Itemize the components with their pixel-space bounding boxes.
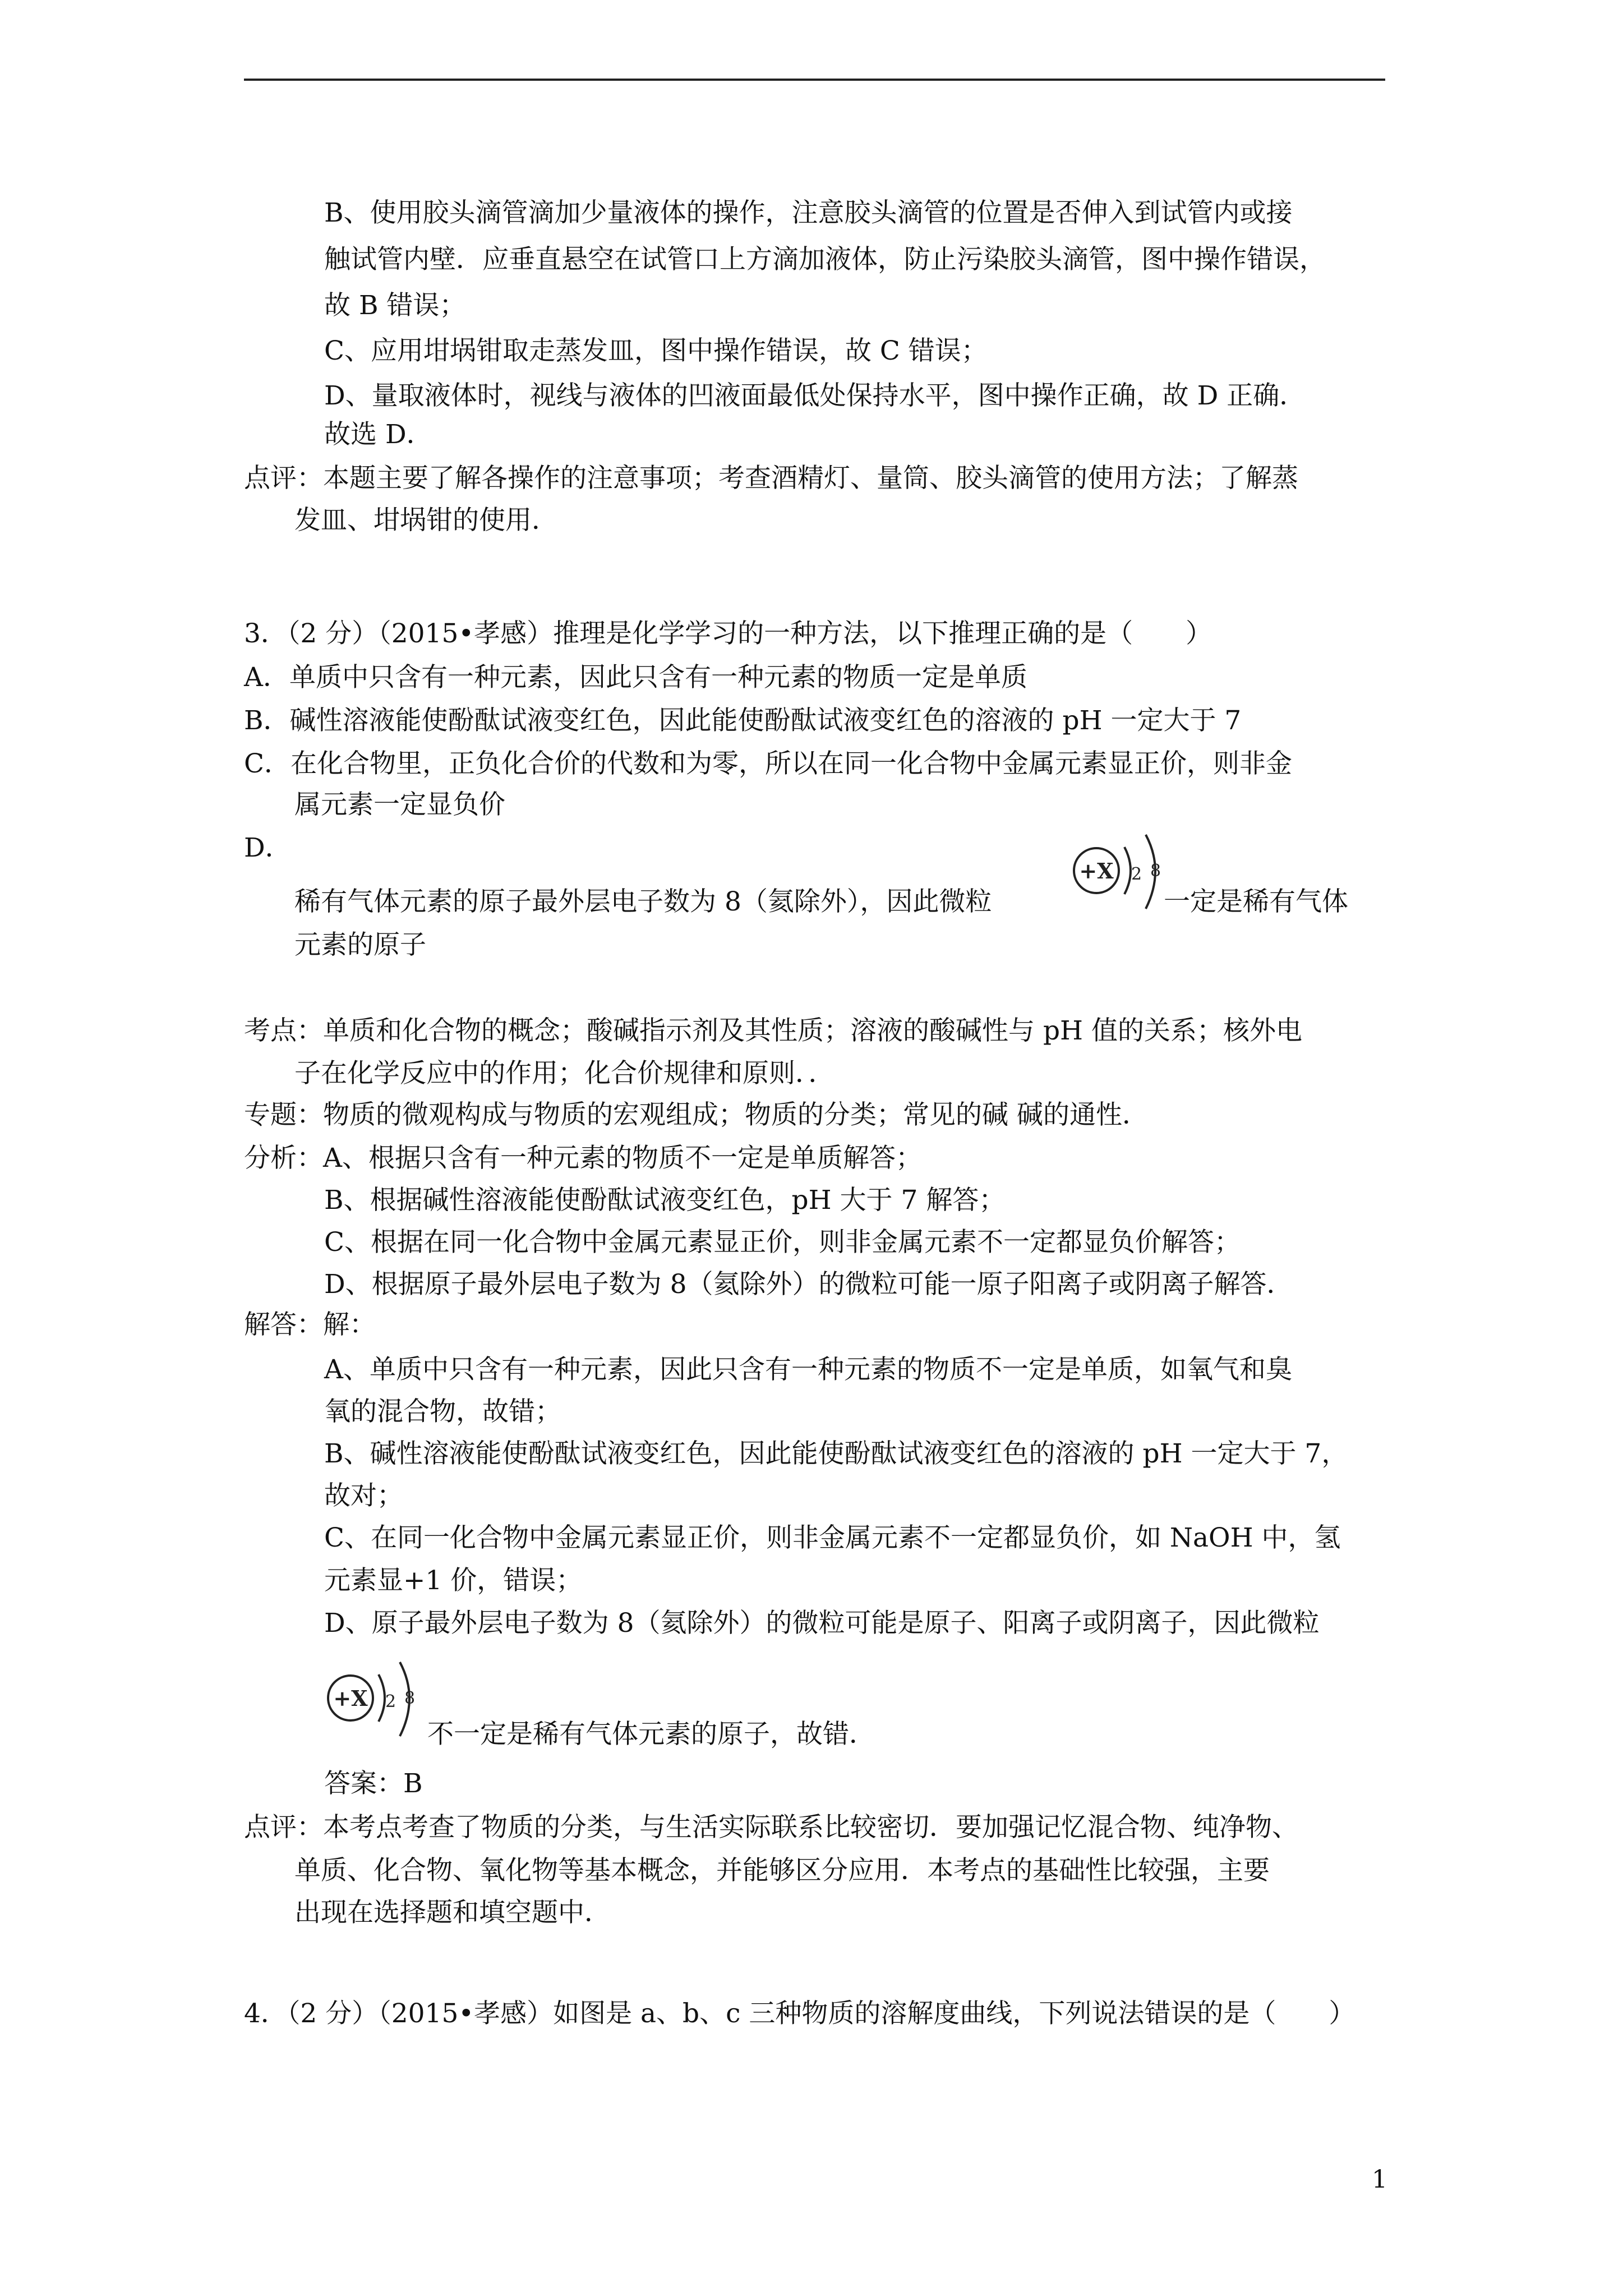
shell2-count: 8 xyxy=(1150,861,1161,881)
q3-option-c-line1: C．在化合物里，正负化合价的代数和为零，所以在同一化合物中金属元素显正价，则非金 xyxy=(244,748,1292,779)
q3-solution-b-line2: 故对； xyxy=(324,1480,403,1511)
q3-solution-a-line1: A、单质中只含有一种元素，因此只含有一种元素的物质不一定是单质，如氧气和臭 xyxy=(324,1354,1292,1385)
shell1-count: 2 xyxy=(385,1692,396,1711)
shell2-count: 8 xyxy=(404,1688,416,1708)
atom-structure-diagram-2 xyxy=(322,1658,429,1753)
q3-solution-d-line2: 不一定是稀有气体元素的原子，故错． xyxy=(427,1719,875,1750)
q3-fenxi-b: B、根据碱性溶液能使酚酞试液变红色，pH 大于 7 解答； xyxy=(324,1185,1006,1216)
q2-explanation-d: D、量取液体时，视线与液体的凹液面最低处保持水平，图中操作正确，故 D 正确． xyxy=(324,380,1306,411)
q3-zhuanti: 专题：物质的微观构成与物质的宏观组成；物质的分类；常见的碱 碱的通性． xyxy=(244,1099,1149,1130)
q2-explanation-b-line3: 故 B 错误； xyxy=(324,290,466,321)
q3-answer: 答案：B xyxy=(324,1768,423,1799)
q3-option-d-label: D． xyxy=(244,832,292,863)
q2-comment-line2: 发皿、坩埚钳的使用． xyxy=(294,505,558,536)
q3-option-a: A．单质中只含有一种元素，因此只含有一种元素的物质一定是单质 xyxy=(244,662,1027,693)
q3-fenxi-d: D、根据原子最外层电子数为 8（氦除外）的微粒可能一原子阳离子或阴离子解答． xyxy=(324,1269,1293,1300)
q3-kaodian-line2: 子在化学反应中的作用；化合价规律和原则．． xyxy=(294,1058,835,1089)
q3-kaodian-line1: 考点：单质和化合物的概念；酸碱指示剂及其性质；溶液的酸碱性与 pH 值的关系；核外电 xyxy=(244,1015,1302,1046)
q3-jieda: 解答：解： xyxy=(244,1309,376,1340)
q3-comment-line2: 单质、化合物、氧化物等基本概念，并能够区分应用．本考点的基础性比较强，主要 xyxy=(294,1855,1270,1886)
q3-fenxi-c: C、根据在同一化合物中金属元素显正价，则非金属元素不一定都显负价解答； xyxy=(324,1227,1241,1258)
nucleus-label: +X xyxy=(333,1686,368,1711)
q3-solution-c-line1: C、在同一化合物中金属元素显正价，则非金属元素不一定都显负价，如 NaOH 中，氢 xyxy=(324,1522,1341,1553)
q2-explanation-b-line1: B、使用胶头滴管滴加少量液体的操作，注意胶头滴管的位置是否伸入到试管内或接 xyxy=(324,197,1293,228)
q2-comment-line1: 点评：本题主要了解各操作的注意事项；考查酒精灯、量筒、胶头滴管的使用方法；了解蒸 xyxy=(244,463,1298,494)
q3-stem: 3．（2 分）（2015•孝感）推理是化学学习的一种方法，以下推理正确的是（ ） xyxy=(244,618,1212,649)
q3-option-d-text2: 一定是稀有气体 xyxy=(1164,886,1348,917)
q4-stem: 4．（2 分）（2015•孝感）如图是 a、b、c 三种物质的溶解度曲线，下列说法错误的是（ ） xyxy=(244,1998,1355,2029)
q3-comment-line3: 出现在选择题和填空题中． xyxy=(294,1897,611,1928)
q3-option-d-text1: 稀有气体元素的原子最外层电子数为 8（氦除外），因此微粒 xyxy=(294,886,992,917)
q3-solution-c-line2: 元素显+1 价，错误； xyxy=(324,1565,583,1596)
q2-explanation-c: C、应用坩埚钳取走蒸发皿，图中操作错误，故 C 错误； xyxy=(324,335,988,366)
q3-option-b: B．碱性溶液能使酚酞试液变红色，因此能使酚酞试液变红色的溶液的 pH 一定大于 7 xyxy=(244,705,1242,736)
nucleus-label: +X xyxy=(1079,858,1114,884)
q3-solution-d-line1: D、原子最外层电子数为 8（氦除外）的微粒可能是原子、阳离子或阴离子，因此微粒 xyxy=(324,1608,1320,1639)
q3-solution-b-line1: B、碱性溶液能使酚酞试液变红色，因此能使酚酞试液变红色的溶液的 pH 一定大于 7， xyxy=(324,1438,1348,1469)
q2-explanation-b-line2: 触试管内壁．应垂直悬空在试管口上方滴加液体，防止污染胶头滴管，图中操作错误， xyxy=(324,244,1326,275)
q3-comment-line1: 点评：本考点考查了物质的分类，与生活实际联系比较密切．要加强记忆混合物、纯净物、 xyxy=(244,1812,1298,1843)
page-number: 1 xyxy=(1372,2165,1387,2194)
atom-structure-diagram xyxy=(1068,830,1175,926)
header-rule xyxy=(244,79,1385,81)
q3-option-c-line2: 属元素一定显负价 xyxy=(294,789,505,820)
q3-fenxi-a: 分析：A、根据只含有一种元素的物质不一定是单质解答； xyxy=(244,1143,922,1174)
q3-option-d-text3: 元素的原子 xyxy=(294,930,426,960)
q2-choice: 故选 D． xyxy=(324,419,433,450)
q3-solution-a-line2: 氧的混合物，故错； xyxy=(324,1396,561,1427)
shell1-count: 2 xyxy=(1131,864,1142,884)
